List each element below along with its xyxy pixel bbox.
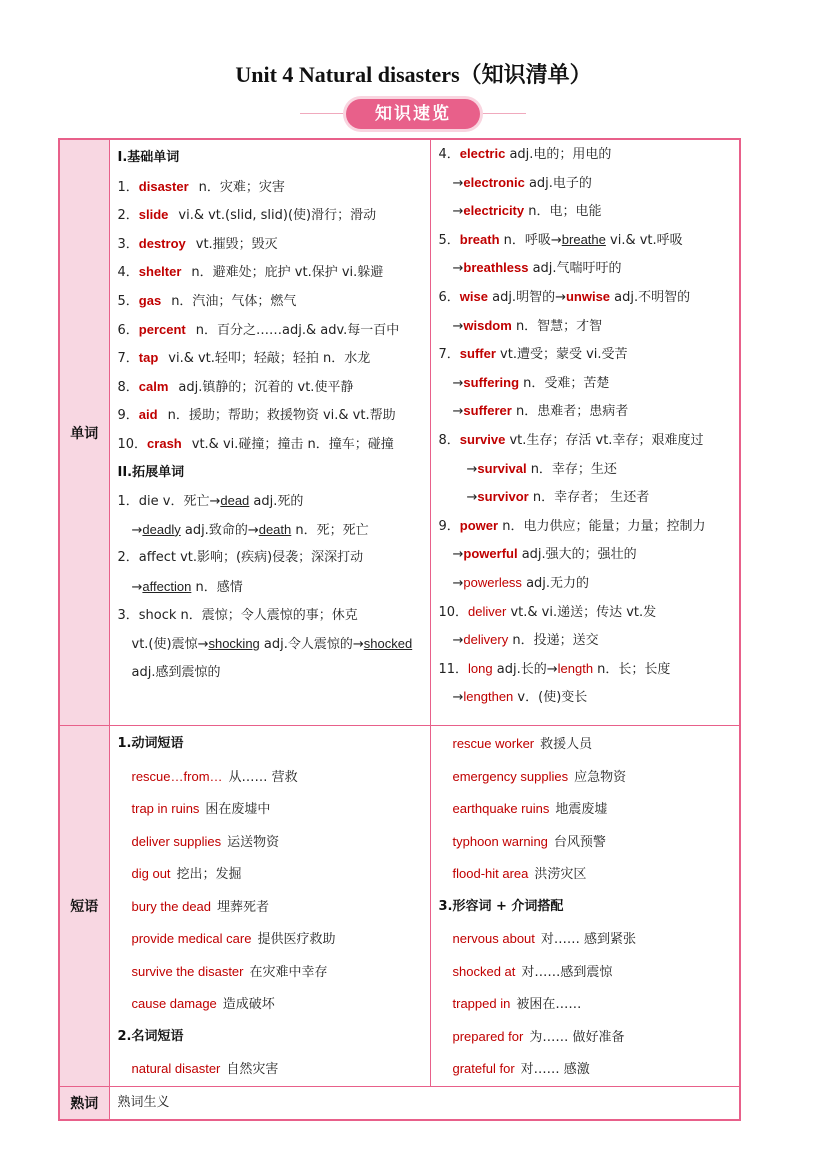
- adj-prep-heading: 3.形容词 + 介词搭配: [438, 898, 564, 914]
- ext-line: →powerful adj.强大的；强壮的: [452, 546, 637, 563]
- familiar-row: [59, 1087, 740, 1121]
- familiar-cell: [109, 1087, 740, 1121]
- phrase-item: emergency supplies 应急物资: [452, 768, 627, 785]
- banner-line-right: [480, 113, 526, 114]
- section-extended-words: II.拓展单词: [117, 464, 185, 480]
- phrase-item: trap in ruins 困在废墟中: [131, 801, 271, 817]
- phrases-left-cell: [109, 726, 430, 1087]
- section-basic-words: I.基础单词: [117, 150, 180, 165]
- ext-line: 2．affect vt.影响；(疾病)侵袭；深深打动: [117, 550, 364, 566]
- page-title: Unit 4 Natural disasters（知识清单）: [235, 62, 592, 87]
- word-line: 6．percent n．百分之……adj.& adv.每一百中: [117, 321, 400, 338]
- phrase-item: prepared for 为…… 做好准备: [452, 1028, 625, 1045]
- phrase-item: cause damage 造成破坏: [131, 996, 275, 1012]
- ext-line: →suffering n．受难；苦楚: [452, 374, 610, 391]
- ext-line: 10．deliver vt.& vi.递送；传达 vt.发: [438, 603, 657, 620]
- vocab-left-cell: [109, 139, 430, 726]
- phrase-item: dig out 挖出；发掘: [131, 866, 242, 882]
- word-line: 10．crash vt.& vi.碰撞；撞击 n．撞车；碰撞: [117, 435, 394, 452]
- ext-line: →electricity n．电；电能: [452, 203, 602, 220]
- phrase-item: provide medical care 提供医疗救助: [131, 931, 336, 947]
- vocab-label: 单词: [59, 139, 109, 726]
- word-line: 4．shelter n．避难处；庇护 vt.保护 vi.躲避: [117, 264, 384, 281]
- phrases-label: 短语: [59, 726, 109, 1087]
- word-line: 8．calm adj.镇静的；沉着的 vt.使平静: [117, 378, 354, 395]
- ext-line: →deadly adj.致命的→death n．死；死亡: [131, 521, 369, 538]
- word-line: 1．disaster n．灾难；灾害: [117, 178, 285, 195]
- ext-line: →delivery n．投递；送交: [452, 632, 599, 649]
- knowledge-table: [58, 138, 741, 1121]
- ext-line: →lengthen v．(使)变长: [452, 689, 588, 706]
- ext-line: 6．wise adj.明智的→unwise adj.不明智的: [438, 288, 691, 305]
- noun-phrases-heading: 2.名词短语: [117, 1028, 184, 1044]
- phrase-item: nervous about 对…… 感到紧张: [452, 931, 637, 947]
- word-line: 9．aid n．援助；帮助；救援物资 vi.& vt.帮助: [117, 407, 396, 424]
- familiar-label: 熟词: [59, 1087, 109, 1121]
- banner-line-left: [300, 113, 346, 114]
- ext-line: →wisdom n．智慧；才智: [452, 317, 603, 334]
- ext-line: →sufferer n．患难者；患病者: [452, 403, 629, 420]
- phrase-item: rescue…from… 从…… 营救: [131, 768, 298, 785]
- phrase-item: rescue worker 救援人员: [452, 736, 593, 752]
- ext-line: →breathless adj.气喘吁吁的: [452, 260, 622, 277]
- ext-line: 5．breath n．呼吸→breathe vi.& vt.呼吸: [438, 231, 683, 248]
- phrase-item: flood-hit area 洪涝灾区: [452, 866, 587, 882]
- phrase-item: survive the disaster 在灾难中幸存: [131, 963, 328, 980]
- phrase-item: earthquake ruins 地震废墟: [452, 801, 608, 817]
- phrase-item: typhoon warning 台风预警: [452, 833, 606, 850]
- vocab-right-cell: [430, 139, 740, 726]
- ext-line: 11．long adj.长的→length n．长；长度: [438, 660, 671, 677]
- phrase-item: deliver supplies 运送物资: [131, 833, 280, 850]
- ext-line: →survivor n．幸存者； 生还者: [466, 489, 650, 506]
- word-line: 5．gas n．汽油；气体；燃气: [117, 292, 297, 309]
- ext-line: adj.感到震惊的: [131, 664, 221, 680]
- word-line: 2．slide vi.& vt.(slid, slid)(使)滑行；滑动: [117, 207, 377, 224]
- phrase-item: bury the dead 埋葬死者: [131, 898, 270, 915]
- ext-line: →powerless adj.无力的: [452, 574, 590, 591]
- phrase-item: natural disaster 自然灾害: [131, 1061, 279, 1077]
- phrase-item: trapped in 被困在……: [452, 996, 582, 1012]
- ext-line: →electronic adj.电子的: [452, 174, 592, 191]
- vocab-row: [59, 139, 740, 726]
- ext-line: 3．shock n．震惊；令人震惊的事；休克: [117, 607, 358, 623]
- ext-line: 1．die v．死亡→dead adj.死的: [117, 493, 304, 510]
- ext-line: →survival n．幸存；生还: [466, 460, 617, 477]
- ext-line: 4．electric adj.电的；用电的: [438, 146, 612, 162]
- ext-line: 7．suffer vt.遭受；蒙受 vi.受苦: [438, 346, 628, 363]
- word-line: 3．destroy vt.摧毁；毁灭: [117, 235, 278, 252]
- phrases-right-cell: [430, 726, 740, 1087]
- phrases-row: [59, 726, 740, 1087]
- phrase-item: shocked at 对……感到震惊: [452, 963, 613, 980]
- phrase-item: grateful for 对…… 感激: [452, 1061, 590, 1077]
- ext-line: 8．survive vt.生存；存活 vt.幸存；艰难度过: [438, 431, 704, 448]
- ext-line: vt.(使)震惊→shocking adj.令人震惊的→shocked: [131, 636, 413, 653]
- familiar-text: 熟词生义: [117, 1095, 170, 1110]
- section-banner: 知识速览: [346, 99, 480, 129]
- ext-line: →affection n．感情: [131, 578, 243, 595]
- word-line: 7．tap vi.& vt.轻叩；轻敲；轻拍 n．水龙: [117, 350, 371, 367]
- ext-line: 9．power n．电力供应；能量；力量；控制力: [438, 517, 706, 534]
- verb-phrases-heading: 1.动词短语: [117, 736, 184, 751]
